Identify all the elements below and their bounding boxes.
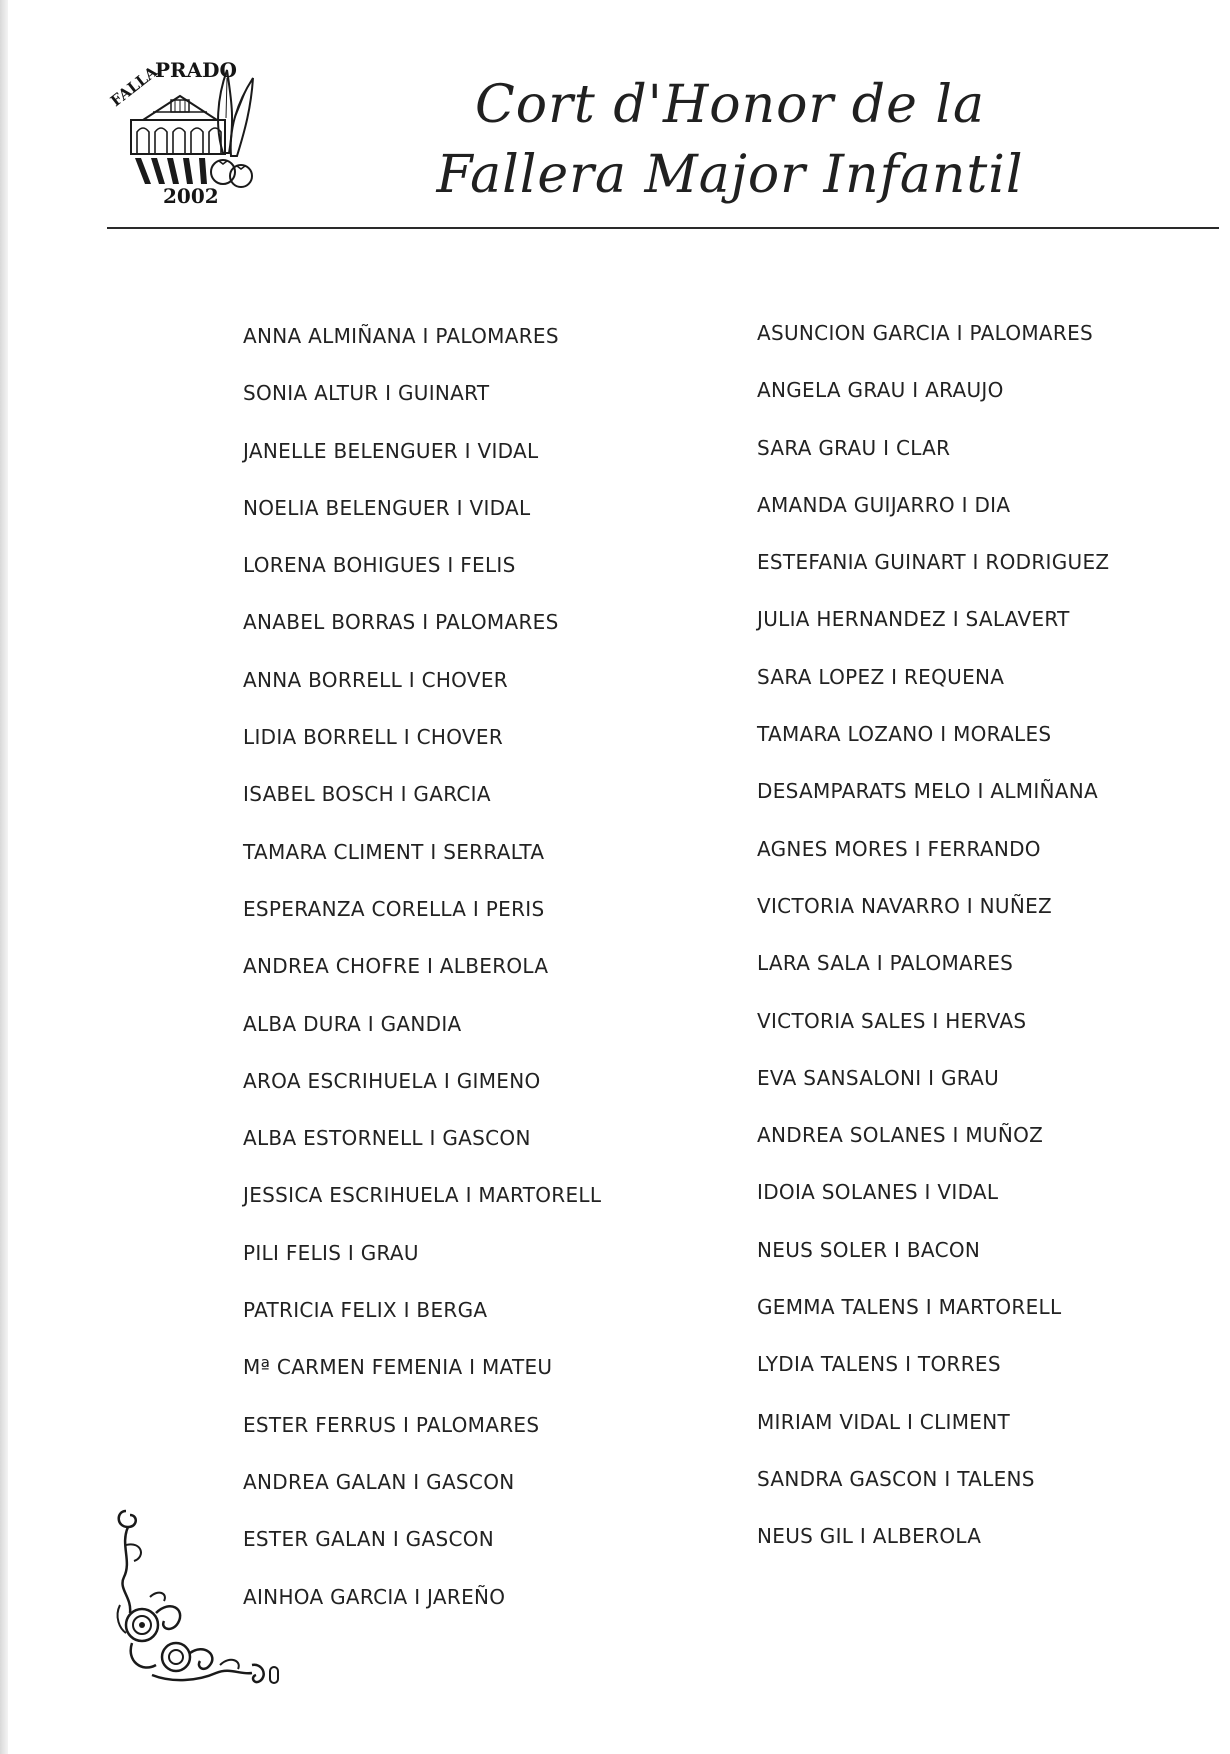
list-item: ALBA ESTORNELL I GASCON <box>243 1126 531 1151</box>
logo-prado-text: PRADO <box>155 58 237 82</box>
logo-year-text: 2002 <box>163 184 219 208</box>
list-item: PATRICIA FELIX I BERGA <box>243 1298 488 1323</box>
list-item: Mª CARMEN FEMENIA I MATEU <box>243 1355 553 1380</box>
header-divider <box>107 227 1219 229</box>
page-edge-shadow <box>0 0 8 1754</box>
list-item: ANNA BORRELL I CHOVER <box>243 667 508 692</box>
names-list-right <box>757 305 1109 1566</box>
list-item: SANDRA GASCON I TALENS <box>757 1466 1035 1491</box>
list-item: EVA SANSALONI I GRAU <box>757 1065 1000 1090</box>
list-item: ANGELA GRAU I ARAUJO <box>757 378 1004 403</box>
list-item: TAMARA CLIMENT I SERRALTA <box>243 839 545 864</box>
list-item: AROA ESCRIHUELA I GIMENO <box>243 1068 541 1093</box>
names-list-left <box>243 308 601 1626</box>
list-item: VICTORIA NAVARRO I NUÑEZ <box>757 893 1053 918</box>
list-item: ANDREA CHOFRE I ALBEROLA <box>243 954 549 979</box>
list-item: MIRIAM VIDAL I CLIMENT <box>757 1409 1010 1434</box>
list-item: SONIA ALTUR I GUINART <box>243 381 490 406</box>
list-item: ANDREA GALAN I GASCON <box>243 1469 515 1494</box>
list-item: ESPERANZA CORELLA I PERIS <box>243 896 545 921</box>
logo-falla-text: FALLA <box>107 62 161 111</box>
list-item: AMANDA GUIJARRO I DIA <box>757 492 1011 517</box>
list-item: TAMARA LOZANO I MORALES <box>757 722 1052 747</box>
list-item: ANABEL BORRAS I PALOMARES <box>243 610 559 635</box>
list-item: AINHOA GARCIA I JAREÑO <box>243 1584 506 1609</box>
list-item: JULIA HERNANDEZ I SALAVERT <box>757 607 1070 632</box>
list-item: ANDREA SOLANES I MUÑOZ <box>757 1123 1044 1148</box>
list-item: LORENA BOHIGUES I FELIS <box>243 553 516 578</box>
list-item: PILI FELIS I GRAU <box>243 1240 419 1265</box>
list-item: AGNES MORES I FERRANDO <box>757 836 1041 861</box>
list-item: NOELIA BELENGUER I VIDAL <box>243 495 531 520</box>
list-item: DESAMPARATS MELO I ALMIÑANA <box>757 779 1099 804</box>
list-item: LIDIA BORRELL I CHOVER <box>243 725 504 750</box>
list-item: ESTER GALAN I GASCON <box>243 1527 495 1552</box>
list-item: SARA LOPEZ I REQUENA <box>757 664 1005 689</box>
corner-ornament-icon <box>112 1505 287 1690</box>
list-item: GEMMA TALENS I MARTORELL <box>757 1295 1062 1320</box>
list-item: LARA SALA I PALOMARES <box>757 951 1014 976</box>
list-item: ESTER FERRUS I PALOMARES <box>243 1412 540 1437</box>
list-item: ASUNCION GARCIA I PALOMARES <box>757 321 1094 345</box>
list-item: NEUS GIL I ALBEROLA <box>757 1524 982 1549</box>
page-title <box>430 70 1030 210</box>
falla-prado-logo <box>105 58 275 218</box>
list-item: ANNA ALMIÑANA I PALOMARES <box>243 324 559 348</box>
list-item: LYDIA TALENS I TORRES <box>757 1352 1001 1377</box>
list-item: ALBA DURA I GANDIA <box>243 1011 462 1036</box>
title-line-2: Fallera Major Infantil <box>436 145 1024 205</box>
list-item: VICTORIA SALES I HERVAS <box>757 1008 1027 1033</box>
list-item: IDOIA SOLANES I VIDAL <box>757 1180 999 1205</box>
list-item: JANELLE BELENGUER I VIDAL <box>243 438 539 463</box>
title-line-1: Cort d'Honor de la <box>474 75 986 135</box>
list-item: SARA GRAU I CLAR <box>757 435 951 460</box>
list-item: NEUS SOLER I BACON <box>757 1237 981 1262</box>
list-item: JESSICA ESCRIHUELA I MARTORELL <box>243 1183 602 1208</box>
list-item: ESTEFANIA GUINART I RODRIGUEZ <box>757 550 1110 575</box>
list-item: ISABEL BOSCH I GARCIA <box>243 782 491 807</box>
